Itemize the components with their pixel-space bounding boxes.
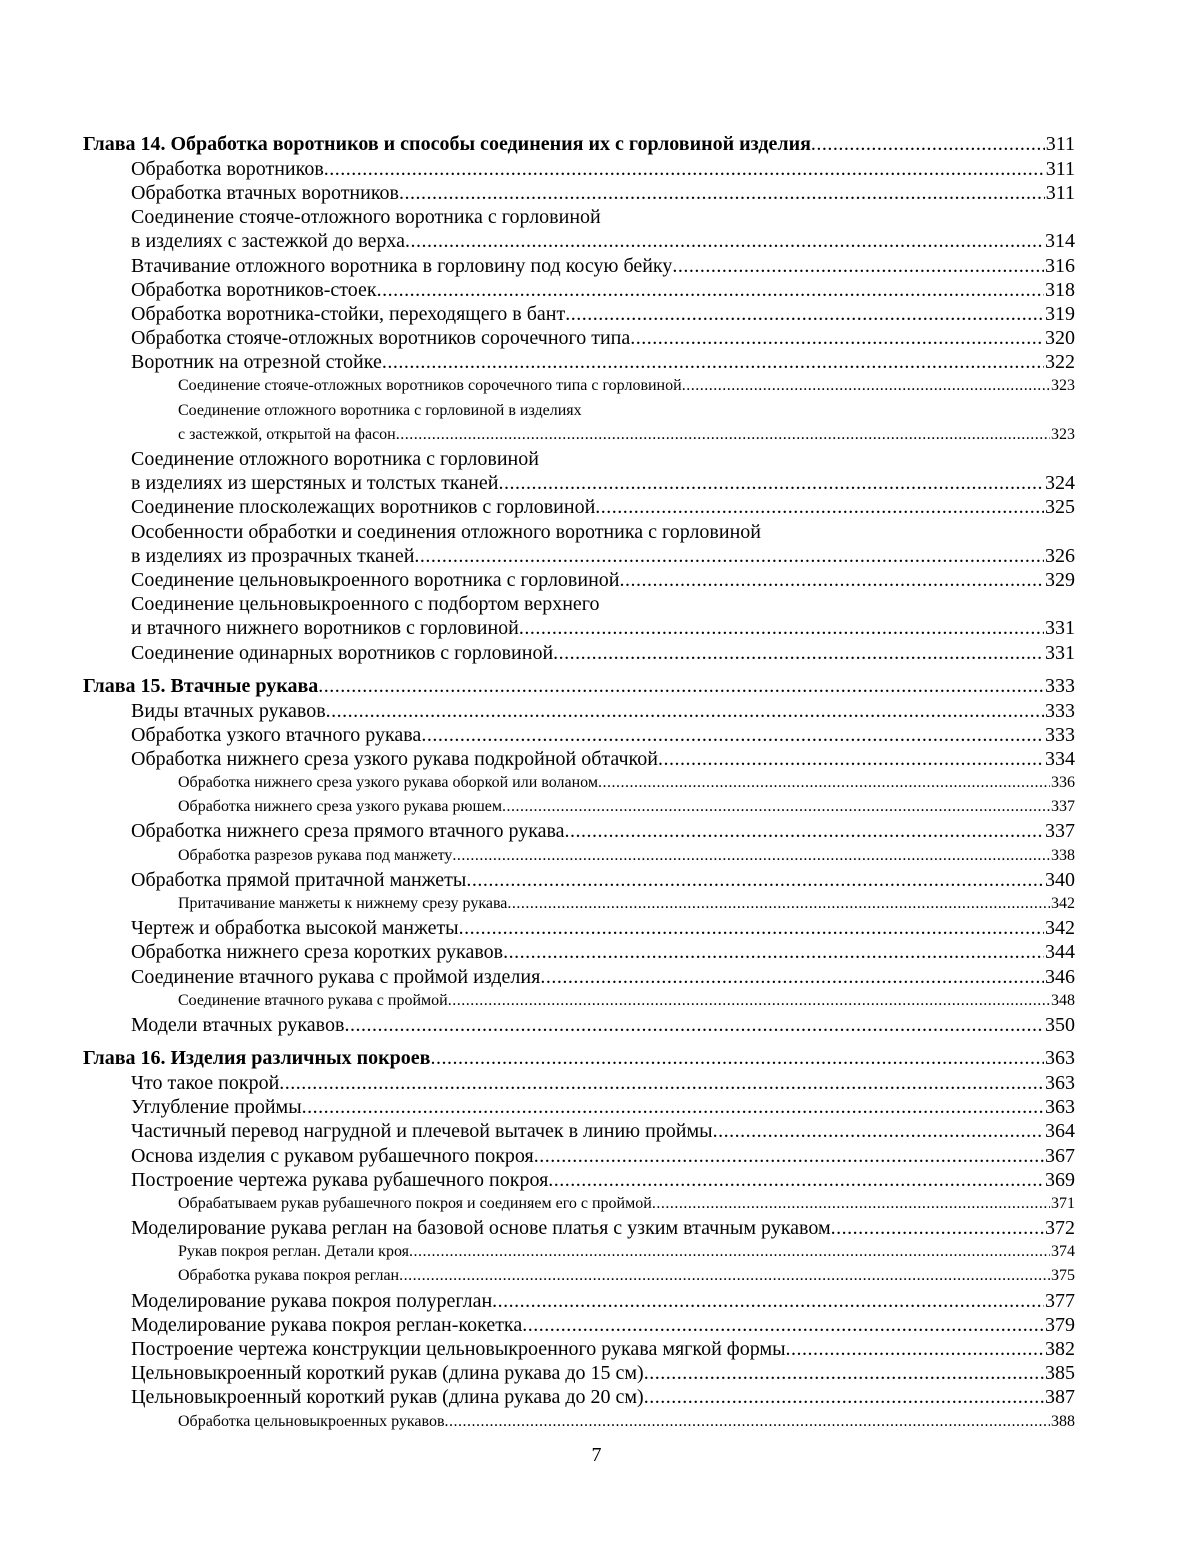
toc-entry-title: Виды втачных рукавов [131,699,326,722]
toc-entry [83,1289,1075,1313]
toc-entry-title: Соединение втачного рукава с проймой изделия [131,965,541,988]
toc-entry-title: Обработка воротника-стойки, переходящего в бант [131,302,566,325]
toc-entry [83,1168,1075,1192]
toc-entry [83,1313,1075,1337]
toc-entry-page: 382 [1045,1338,1075,1360]
toc-subentry-title: Обработка рукава покроя реглан [178,1267,400,1285]
toc-entry-page: 333 [1045,723,1075,746]
toc-entry-page: 326 [1045,544,1075,567]
dot-leader [344,1013,1044,1037]
toc-subentry-title: Рукав покроя реглан. Детали кроя [178,1243,409,1261]
toc-entry-title: Построение чертежа рукава рубашечного покроя [131,1168,549,1191]
toc-entry-page: 322 [1045,351,1075,374]
dot-leader [598,771,1050,795]
dot-leader [382,350,1044,374]
toc-entry [83,278,1075,302]
chapter-heading-title: Глава 15. Втачные рукава [83,674,319,697]
toc-entry-title: Обработка воротников-стоек [131,278,377,301]
toc-subentry [83,1264,1075,1288]
toc-subentry-title: Обработка цельновыкроенных рукавов [178,1412,445,1430]
toc-entry [83,471,1075,495]
toc-entry-page: 385 [1045,1362,1075,1385]
toc-entry [83,302,1075,326]
toc-entry [83,1216,1075,1240]
dot-leader [565,819,1044,843]
toc-entry-page: 350 [1045,1013,1075,1036]
toc-entry [83,568,1075,592]
toc-entry-page: 316 [1045,254,1075,277]
dot-leader [658,747,1044,771]
dot-leader [405,229,1044,253]
toc-entry-page: 364 [1045,1120,1075,1143]
toc-entry [83,1361,1075,1385]
toc-entry-title: Моделирование рукава реглан на базовой основе платья с узким втачным рукавом [131,1217,831,1240]
dot-leader [652,1192,1050,1216]
toc-subentry-wrapped-line: Соединение отложного воротника с горловиной в изделиях [178,401,582,419]
dot-leader [279,1071,1044,1095]
toc-entry-wrapped-line: Особенности обработки и соединения отложного воротника с горловиной [131,520,761,543]
toc-subentry-page: 374 [1051,1243,1075,1261]
chapter-heading [83,1047,1075,1071]
toc-entry [83,747,1075,771]
toc-entry-page: 331 [1045,641,1075,664]
toc-entry [83,641,1075,665]
toc-entry [83,350,1075,374]
toc-entry [83,181,1075,205]
toc-entry [83,965,1075,989]
page-number: 7 [591,1444,602,1466]
toc-subentry [83,844,1075,868]
toc-entry-title: в изделиях с застежкой до верха [131,230,405,253]
toc-entry-title: Модели втачных рукавов [131,1013,345,1036]
toc-entry-title: Соединение плосколежащих воротников с горловиной [131,496,596,519]
toc-entry-page: 320 [1045,327,1075,350]
dot-leader [421,723,1044,747]
dot-leader [553,641,1044,665]
toc-entry-page: 325 [1045,496,1075,519]
toc-subentry-page: 338 [1051,846,1075,864]
toc-entry [83,1337,1075,1361]
toc-entry-title: Чертеж и обработка высокой манжеты [131,917,459,940]
dot-leader [326,699,1044,723]
toc-entry-page: 311 [1045,157,1075,180]
table-of-contents [83,133,1075,1444]
toc-subentry-page: 323 [1051,377,1075,395]
toc-entry-page: 342 [1045,917,1075,940]
dot-leader [644,1361,1044,1385]
toc-entry-title: Цельновыкроенный короткий рукав (длина рукава до 15 см) [131,1362,644,1385]
dot-leader [540,965,1044,989]
toc-entry-title: Обработка нижнего среза прямого втачного рукава [131,820,565,843]
toc-entry-page: 329 [1045,568,1075,591]
dot-leader [595,495,1044,519]
toc-entry-page: 324 [1045,472,1075,495]
toc-entry [83,495,1075,519]
dot-leader [396,423,1050,447]
toc-entry [83,868,1075,892]
chapter-heading-title: Глава 14. Обработка воротников и способы соединения их с горловиной изделия [83,133,811,155]
dot-leader [534,1144,1044,1168]
toc-subentry-page: 336 [1051,774,1075,792]
toc-subentry-title: Обрабатываем рукав рубашечного покроя и соединяем его с проймой [178,1194,652,1212]
toc-entry-page: 363 [1045,1096,1075,1119]
toc-entry-page: 311 [1045,181,1075,204]
chapter-heading-page: 363 [1045,1047,1075,1070]
toc-subentry [83,1410,1075,1434]
dot-leader [318,675,1044,699]
chapter-heading-page: 311 [1045,133,1075,155]
dot-leader [672,254,1044,278]
toc-entry-title: Обработка нижнего среза коротких рукавов [131,941,504,964]
toc-entry [83,616,1075,640]
toc-subentry-title: с застежкой, открытой на фасон [178,425,396,443]
toc-entry-title: Обработка прямой притачной манжеты [131,868,467,891]
dot-leader [459,916,1044,940]
dot-leader [492,1289,1044,1313]
dot-leader [302,1095,1044,1119]
toc-entry-wrapped-line: Соединение отложного воротника с горловиной [131,448,539,471]
toc-entry-page: 372 [1045,1217,1075,1240]
toc-entry [83,1385,1075,1409]
chapter-block [83,1047,1075,1434]
dot-leader [565,302,1044,326]
dot-leader [399,1264,1050,1288]
toc-entry [83,699,1075,723]
toc-entry-title: Обработка нижнего среза узкого рукава подкройной обтачкой [131,747,658,770]
toc-entry-title: Моделирование рукава покроя реглан-кокетка [131,1313,523,1336]
toc-entry-wrapped-line: Соединение цельновыкроенного с подбортом верхнего [131,593,600,616]
dot-leader [644,1385,1044,1409]
chapter-block [83,675,1075,1037]
dot-leader [324,157,1045,181]
toc-entry-title: Цельновыкроенный короткий рукав (длина рукава до 20 см) [131,1386,644,1409]
toc-entry-page: 319 [1045,302,1075,325]
dot-leader [507,892,1050,916]
toc-entry-title: Обработка стояче-отложных воротников сорочечного типа [131,327,631,350]
toc-entry [83,1095,1075,1119]
dot-leader [399,181,1045,205]
toc-subentry [83,423,1075,447]
toc-entry [83,723,1075,747]
toc-subentry-title: Обработка нижнего среза узкого рукава оборкой или воланом [178,774,598,792]
toc-entry-page: 377 [1045,1289,1075,1312]
toc-subentry [83,989,1075,1013]
toc-subentry-title: Обработка разрезов рукава под манжету [178,846,453,864]
dot-leader [786,1337,1044,1361]
toc-entry [83,254,1075,278]
toc-subentry [83,1240,1075,1264]
toc-entry-title: Воротник на отрезной стойке [131,351,382,374]
toc-subentry-title: Соединение стояче-отложных воротников сорочечного типа с горловиной [178,377,682,395]
toc-entry-page: 337 [1045,820,1075,843]
toc-subentry-page: 388 [1051,1412,1075,1430]
toc-entry-page: 333 [1045,699,1075,722]
chapter-block [83,133,1075,665]
toc-entry-title: Обработка втачных воротников [131,181,399,204]
toc-entry [83,916,1075,940]
toc-entry-page: 363 [1045,1071,1075,1094]
toc-entry-title: Обработка воротников [131,157,324,180]
chapter-heading-page: 333 [1045,674,1075,697]
toc-entry-title: в изделиях из прозрачных тканей [131,544,415,567]
toc-entry-page: 334 [1045,747,1075,770]
toc-subentry [83,795,1075,819]
dot-leader [430,1047,1044,1071]
toc-entry [83,940,1075,964]
toc-entry-title: Обработка узкого втачного рукава [131,723,422,746]
toc-entry-title: Что такое покрой [131,1071,280,1094]
toc-entry [83,819,1075,843]
toc-entry [83,544,1075,568]
toc-entry-title: Втачивание отложного воротника в горловину под косую бейку [131,254,673,277]
chapter-heading-title: Глава 16. Изделия различных покроев [83,1047,431,1070]
toc-subentry-page: 371 [1051,1194,1075,1212]
toc-entry-page: 318 [1045,278,1075,301]
dot-leader [452,844,1050,868]
dot-leader [448,989,1050,1013]
dot-leader [630,326,1044,350]
toc-entry-page: 331 [1045,617,1075,640]
toc-subentry-page: 342 [1051,895,1075,913]
toc-entry-page: 314 [1045,230,1075,253]
toc-subentry-page: 375 [1051,1267,1075,1285]
toc-entry [83,1144,1075,1168]
toc-entry-title: Соединение цельновыкроенного воротника с горловиной [131,568,620,591]
dot-leader [519,616,1044,640]
toc-subentry-title: Соединение втачного рукава с проймой [178,991,448,1009]
toc-entry-title: Углубление проймы [131,1096,302,1119]
toc-entry-page: 340 [1045,868,1075,891]
toc-subentry-page: 348 [1051,991,1075,1009]
toc-subentry-title: Обработка нижнего среза узкого рукава рюшем [178,798,502,816]
toc-entry-title: Соединение одинарных воротников с горловиной [131,641,554,664]
toc-entry-page: 367 [1045,1144,1075,1167]
toc-entry-title: Основа изделия с рукавом рубашечного покроя [131,1144,534,1167]
toc-entry-page: 344 [1045,941,1075,964]
dot-leader [466,868,1044,892]
toc-entry-page: 346 [1045,965,1075,988]
dot-leader [713,1119,1044,1143]
dot-leader [414,544,1044,568]
toc-subentry-page: 323 [1051,425,1075,443]
chapter-heading [83,675,1075,699]
toc-entry-page: 387 [1045,1386,1075,1409]
toc-subentry [83,1192,1075,1216]
dot-leader [502,795,1050,819]
dot-leader [503,940,1044,964]
dot-leader [831,1216,1044,1240]
dot-leader [682,374,1050,398]
dot-leader [409,1240,1050,1264]
toc-entry [83,326,1075,350]
dot-leader [498,471,1044,495]
toc-entry [83,1013,1075,1037]
dot-leader [548,1168,1044,1192]
dot-leader [377,278,1044,302]
dot-leader [445,1410,1050,1434]
toc-subentry-page: 337 [1051,798,1075,816]
toc-entry-title: в изделиях из шерстяных и толстых тканей [131,472,499,495]
toc-entry [83,1119,1075,1143]
toc-entry-title: и втачного нижнего воротников с горловиной [131,617,519,640]
toc-entry [83,1071,1075,1095]
toc-subentry [83,892,1075,916]
toc-subentry [83,374,1075,398]
toc-entry-page: 379 [1045,1313,1075,1336]
toc-entry [83,157,1075,181]
toc-entry-title: Частичный перевод нагрудной и плечевой вытачек в линию проймы [131,1120,713,1143]
toc-subentry-title: Притачивание манжеты к нижнему срезу рукава [178,895,508,913]
toc-entry [83,229,1075,253]
toc-entry-page: 369 [1045,1168,1075,1191]
toc-entry-wrapped-line: Соединение стояче-отложного воротника с горловиной [131,206,601,229]
toc-entry-title: Построение чертежа конструкции цельновыкроенного рукава мягкой формы [131,1338,786,1360]
dot-leader [620,568,1045,592]
dot-leader [522,1313,1044,1337]
chapter-heading [83,133,1075,157]
dot-leader [811,133,1045,157]
toc-subentry [83,771,1075,795]
toc-entry-title: Моделирование рукава покроя полуреглан [131,1289,493,1312]
